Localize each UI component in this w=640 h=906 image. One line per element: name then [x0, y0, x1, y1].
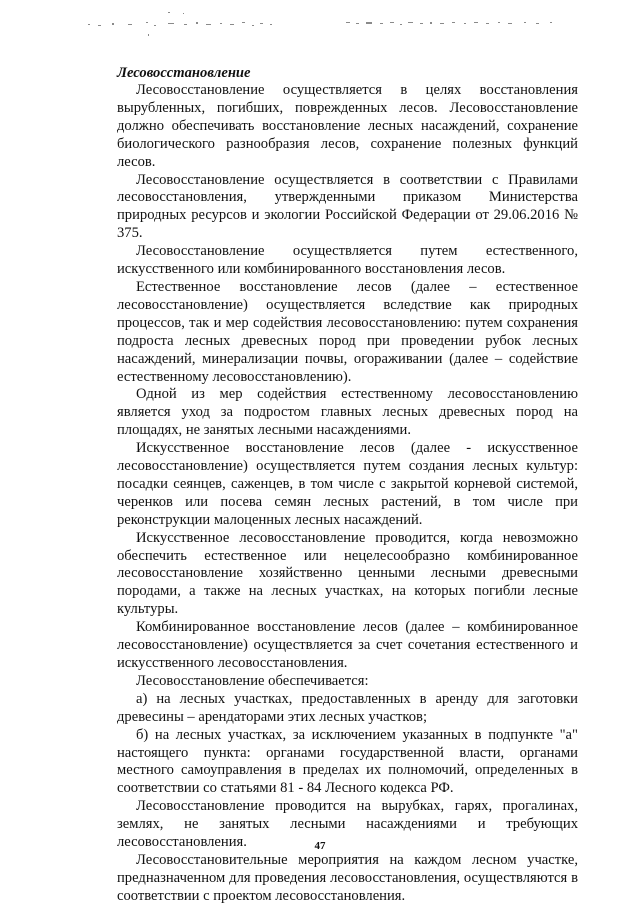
page-number: 47 — [314, 840, 326, 852]
paragraph: Естественное восстановление лесов (далее – естественное лесовосстановление) осуществляется вследствие как природных процессов, так и мер содействия лесовосстановлению: путем сохранения подроста лесных древесных пород при проведении рубок лесных насаждений, минерализации почвы, огораживании (далее – содействие естественному лесовосстановлению). — [117, 278, 578, 385]
paragraph: Лесовосстановление осуществляется путем естественного, искусственного или комбинированного восстановления лесов. — [117, 243, 578, 278]
paragraph: Лесовосстановительные мероприятия на каждом лесном участке, предназначенном для проведения лесовосстановления, осуществляются в соответствии с проектом лесовосстановления. — [117, 851, 578, 904]
paragraph: Одной из мер содействия естественному лесовосстановлению является уход за подростом главных лесных древесных пород на площадях, не занятых лесными насаждениями. — [117, 386, 578, 439]
paragraph: Лесовосстановление осуществляется в целях восстановления вырубленных, погибших, поврежденных лесов. Лесовосстановление должно обеспечивать восстановление лесных насаждений, сохранение биологического разнообразия лесов, сохранение полезных функций лесов. — [117, 82, 578, 170]
paragraph: Лесовосстановление осуществляется в соответствии с Правилами лесовосстановления, утвержденными приказом Министерства природных ресурсов и экологии Российской Федерации от 29.06.2016 № 375. — [117, 171, 578, 242]
paragraph: Лесовосстановление проводится на вырубках, гарях, прогалинах, землях, не занятых лесными насаждениями и требующих лесовосстановления. — [117, 798, 578, 851]
list-item: б) на лесных участках, за исключением указанных в подпункте "а" настоящего пункта: органами государственной власти, органами местного самоуправления в пределах их полномочий, определенных в соответствии со статьями 81 - 84 Лесного кодекса РФ. — [117, 726, 578, 797]
section-title: Лесовосстановление — [117, 65, 251, 81]
paragraph: Искусственное лесовосстановление проводится, когда невозможно обеспечить естественное или нецелесообразно комбинированное лесовосстановление хозяйственно ценными лесными древесными породами, а также на лесных участках, на которых погибли лесные культуры. — [117, 529, 578, 618]
list-item: а) на лесных участках, предоставленных в аренду для заготовки древесины – арендаторами этих лесных участков; — [117, 690, 578, 725]
paragraph: Лесовосстановление обеспечивается: — [136, 672, 369, 689]
paragraph: Комбинированное восстановление лесов (далее – комбинированное лесовосстановление) осуществляется за счет сочетания естественного и искусственного лесовосстановления. — [117, 619, 578, 671]
document-page — [117, 64, 578, 906]
paragraph: Искусственное восстановление лесов (далее - искусственное лесовосстановление) осуществляется путем создания лесных культур: посадки сеянцев, саженцев, в том числе с закрытой корневой системой, черенков или посева семян лесных растений, в том числе при реконструкции малоценных лесных насаждений. — [117, 440, 578, 528]
scan-artifact-header — [88, 10, 568, 36]
